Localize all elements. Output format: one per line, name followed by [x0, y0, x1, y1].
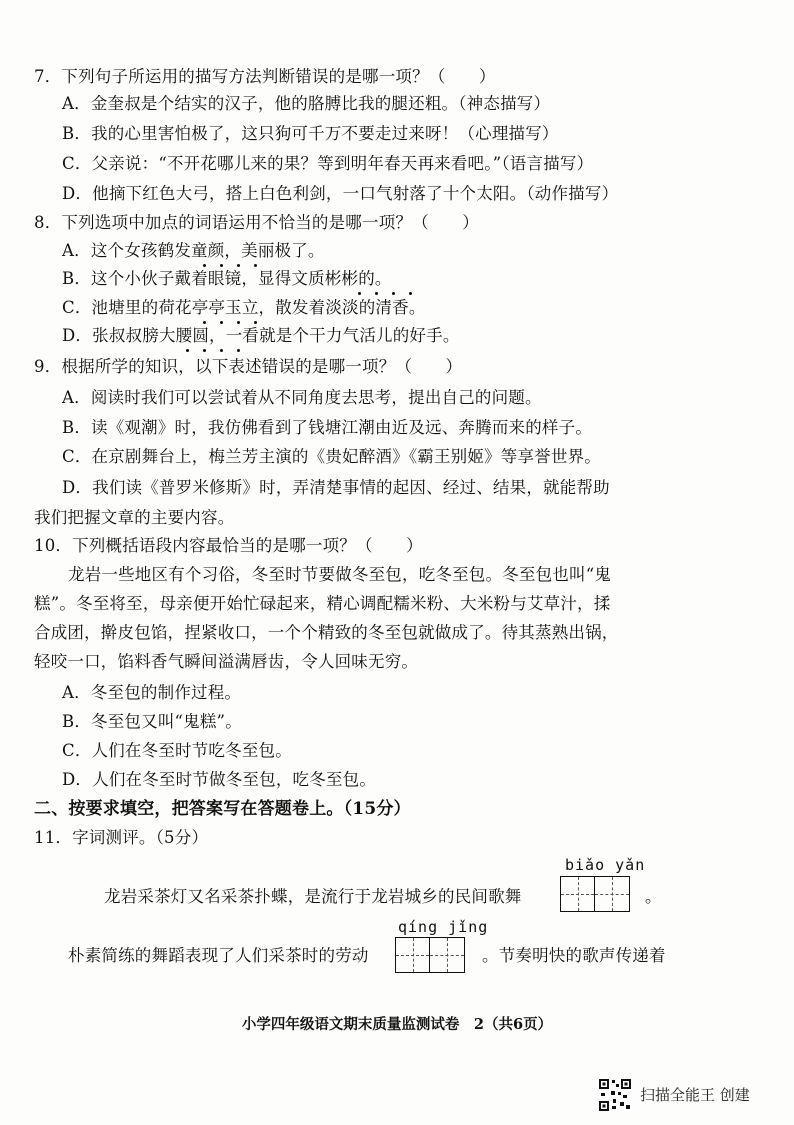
q8-option-b: B．这个小伙子戴着眼镜，显得文质彬彬的。 [62, 269, 392, 288]
pinyin-qingjing: qíng jǐng [398, 918, 489, 936]
q9-option-b: B．读《观潮》时，我仿佛看到了钱塘江潮由近及远、奔腾而来的样子。 [62, 418, 593, 437]
answer-grid-qingjing[interactable] [395, 937, 465, 973]
grid-cell[interactable] [561, 877, 595, 911]
q8-option-c: C．池塘里的荷花亭亭玉立，散发着淡淡的清香。 [62, 298, 426, 317]
pinyin-biaoyan: biǎo yǎn [565, 856, 646, 874]
q7-option-b: B．我的心里害怕极了，这只狗可千万不要走过来呀！（心理描写） [62, 124, 559, 143]
q10-passage-line3: 合成团，擀皮包馅，捏紧收口，一个个精致的冬至包就做成了。待其蒸熟出锅， [34, 623, 619, 642]
q7-option-d: D．他摘下红色大弓，搭上白色利剑，一口气射落了十个太阳。（动作描写） [62, 184, 619, 203]
q8-option-d: D．张叔叔膀大腰圆，一看就是个干力气活儿的好手。 [62, 326, 460, 345]
q10-option-b: B．冬至包又叫“鬼糕”。 [62, 712, 242, 731]
q11-line1-end: 。 [645, 887, 662, 906]
q10-option-d: D．人们在冬至时节做冬至包，吃冬至包。 [62, 770, 377, 789]
q10-stem: 10．下列概括语段内容最恰当的是哪一项？（ ） [34, 536, 423, 555]
q7-option-a: A．金奎叔是个结实的汉子，他的胳膊比我的腿还粗。（神态描写） [62, 94, 551, 113]
q10-passage-line2: 糕”。冬至将至，母亲便开始忙碌起来，精心调配糯米粉、大米粉与艾草汁，揉 [34, 594, 611, 613]
q11-line2-end: 。节奏明快的歌声传递着 [482, 946, 666, 965]
grid-cell[interactable] [430, 938, 464, 972]
scanner-watermark: 扫描全能王 创建 [640, 1086, 750, 1104]
emphasis-dots-d [179, 349, 249, 353]
q9-stem: 9．根据所学的知识，以下表述错误的是哪一项？（ ） [34, 357, 463, 376]
grid-cell[interactable] [396, 938, 430, 972]
q7-option-c: C．父亲说：“不开花哪儿来的果？等到明年春天再来看吧。”（语言描写） [62, 154, 594, 173]
grid-cell[interactable] [595, 877, 629, 911]
qr-code-icon [598, 1078, 632, 1112]
q9-option-d-line2: 我们把握文章的主要内容。 [34, 508, 235, 527]
q8-option-a: A．这个女孩鹤发童颜，美丽极了。 [62, 241, 325, 260]
page-footer: 小学四年级语文期末质量监测试卷 2（共6页） [241, 1016, 553, 1033]
answer-grid-biaoyan[interactable] [560, 876, 630, 912]
q7-stem: 7．下列句子所运用的描写方法判断错误的是哪一项？（ ） [34, 67, 496, 86]
q9-option-d-line1: D．我们读《普罗米修斯》时，弄清楚事情的起因、经过、结果，就能帮助 [62, 478, 610, 497]
emphasis-dots-b [351, 292, 421, 296]
q9-option-c: C．在京剧舞台上，梅兰芳主演的《贵妃醉酒》《霸王别姬》等享誉世界。 [62, 447, 601, 466]
q9-option-a: A．阅读时我们可以尝试着从不同角度去思考，提出自己的问题。 [62, 388, 542, 407]
section2-title: 二、按要求填空，把答案写在答题卷上。（15分） [34, 799, 411, 819]
q11-line2-text: 朴素简练的舞蹈表现了人们采茶时的劳动 [68, 946, 369, 965]
q11-line1-text: 龙岩采茶灯又名采茶扑蝶，是流行于龙岩城乡的民间歌舞 [104, 887, 522, 906]
q10-passage-line4: 轻咬一口，馅料香气瞬间溢满唇齿，令人回味无穷。 [34, 652, 419, 671]
q11-title: 11．字词测评。（5分） [34, 828, 209, 847]
q10-passage-line1: 龙岩一些地区有个习俗，冬至时节要做冬至包，吃冬至包。冬至包也叫“鬼 [68, 565, 612, 584]
q8-stem: 8．下列选项中加点的词语运用不恰当的是哪一项？（ ） [34, 213, 479, 232]
q10-option-c: C．人们在冬至时节吃冬至包。 [62, 741, 292, 760]
q10-option-a: A．冬至包的制作过程。 [62, 683, 242, 702]
